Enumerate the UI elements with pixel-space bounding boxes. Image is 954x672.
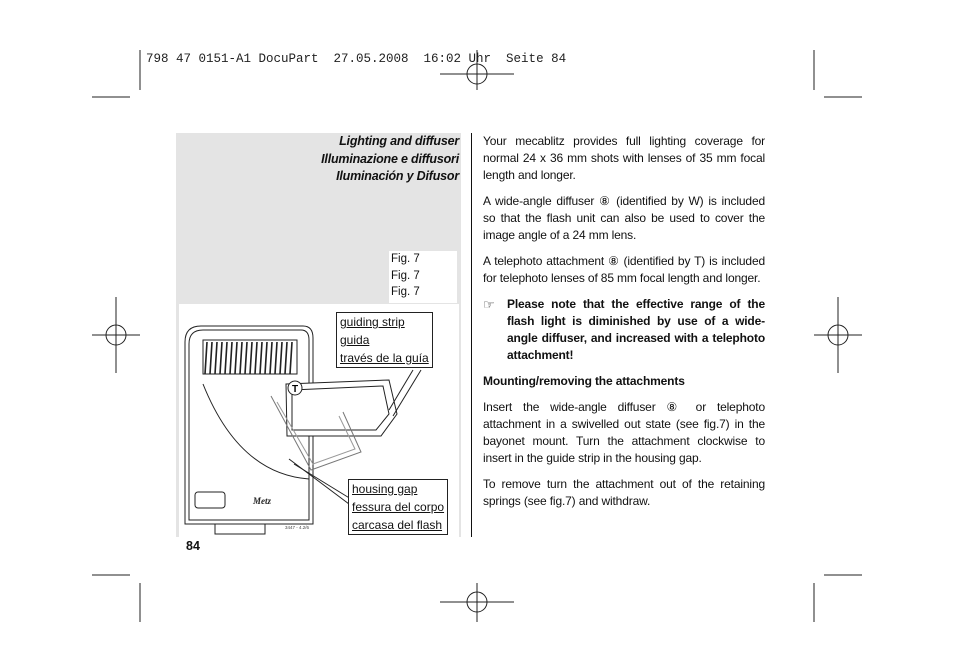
paragraph-remove: To remove turn the attachment out of the retaining springs (see fig.7) and withdraw. <box>483 477 765 508</box>
registration-mark-bottom <box>440 583 514 622</box>
section-heading: Mounting/removing the attachments <box>483 374 685 388</box>
registration-mark-right <box>814 297 862 373</box>
note-text: Please note that the effective range of the flash light is diminished by use of a wide-angle diffuser, and increased with a telephoto attachment! <box>507 297 765 362</box>
registration-mark-left <box>92 297 140 373</box>
title-en: Lighting and diffuser <box>339 134 459 148</box>
fig-label-es: Fig. 7 <box>391 286 420 298</box>
column-divider <box>471 133 472 537</box>
print-header: 798 47 0151-A1 DocuPart 27.05.2008 16:02 Uhr Seite 84 <box>146 52 567 66</box>
brand-logo: Metz <box>253 496 271 506</box>
callout-guiding-strip-it: guida <box>340 333 370 347</box>
callout-housing-gap-it: fessura del corpo <box>352 500 445 514</box>
flash-illustration <box>179 304 459 537</box>
fig-label-it: Fig. 7 <box>391 269 420 282</box>
paragraph-wide-angle: A wide-angle diffuser ⑧ (identified by W) is included so that the flash unit can also be used to cover the image angle of a 24 mm lens. <box>483 194 765 242</box>
callout-guiding-strip-en: guiding strip <box>340 315 405 329</box>
figure-labels <box>389 251 457 303</box>
note-block <box>483 296 765 364</box>
paragraph-insert: Insert the wide-angle diffuser ⑧ or telephoto attachment in a swivelled out state (see fig.7) in the bayonet mount. Turn the attachment clockwise to insert in the guide strip in the housing gap. <box>483 400 765 465</box>
callout-guiding-strip-es: través de la guía <box>340 351 429 365</box>
registration-mark-top <box>440 50 514 90</box>
right-column <box>483 133 765 519</box>
paragraph-telephoto: A telephoto attachment ⑧ (identified by T) is included for telephoto lenses of 85 mm focal length and longer. <box>483 254 765 285</box>
callout-housing-gap <box>348 479 448 535</box>
paragraph-coverage: Your mecablitz provides full lighting coverage for normal 24 x 36 mm shots with lenses of 35 mm focal length and longer. <box>483 134 765 182</box>
pointing-hand-icon: ☞ <box>483 297 495 312</box>
callout-guiding-strip <box>336 312 433 368</box>
section-titles <box>321 133 459 186</box>
page-number: 84 <box>186 539 200 553</box>
marker-t: T <box>291 384 299 395</box>
left-panel <box>176 133 461 537</box>
callout-housing-gap-en: housing gap <box>352 482 418 496</box>
title-it: Illuminazione e diffusori <box>321 151 459 166</box>
title-es: Iluminación y Difusor <box>336 169 459 183</box>
fig-label-en: Fig. 7 <box>391 253 420 265</box>
callout-housing-gap-es: carcasa del flash <box>352 518 443 532</box>
image-code: 3447 - 4.2/6 <box>285 525 310 530</box>
